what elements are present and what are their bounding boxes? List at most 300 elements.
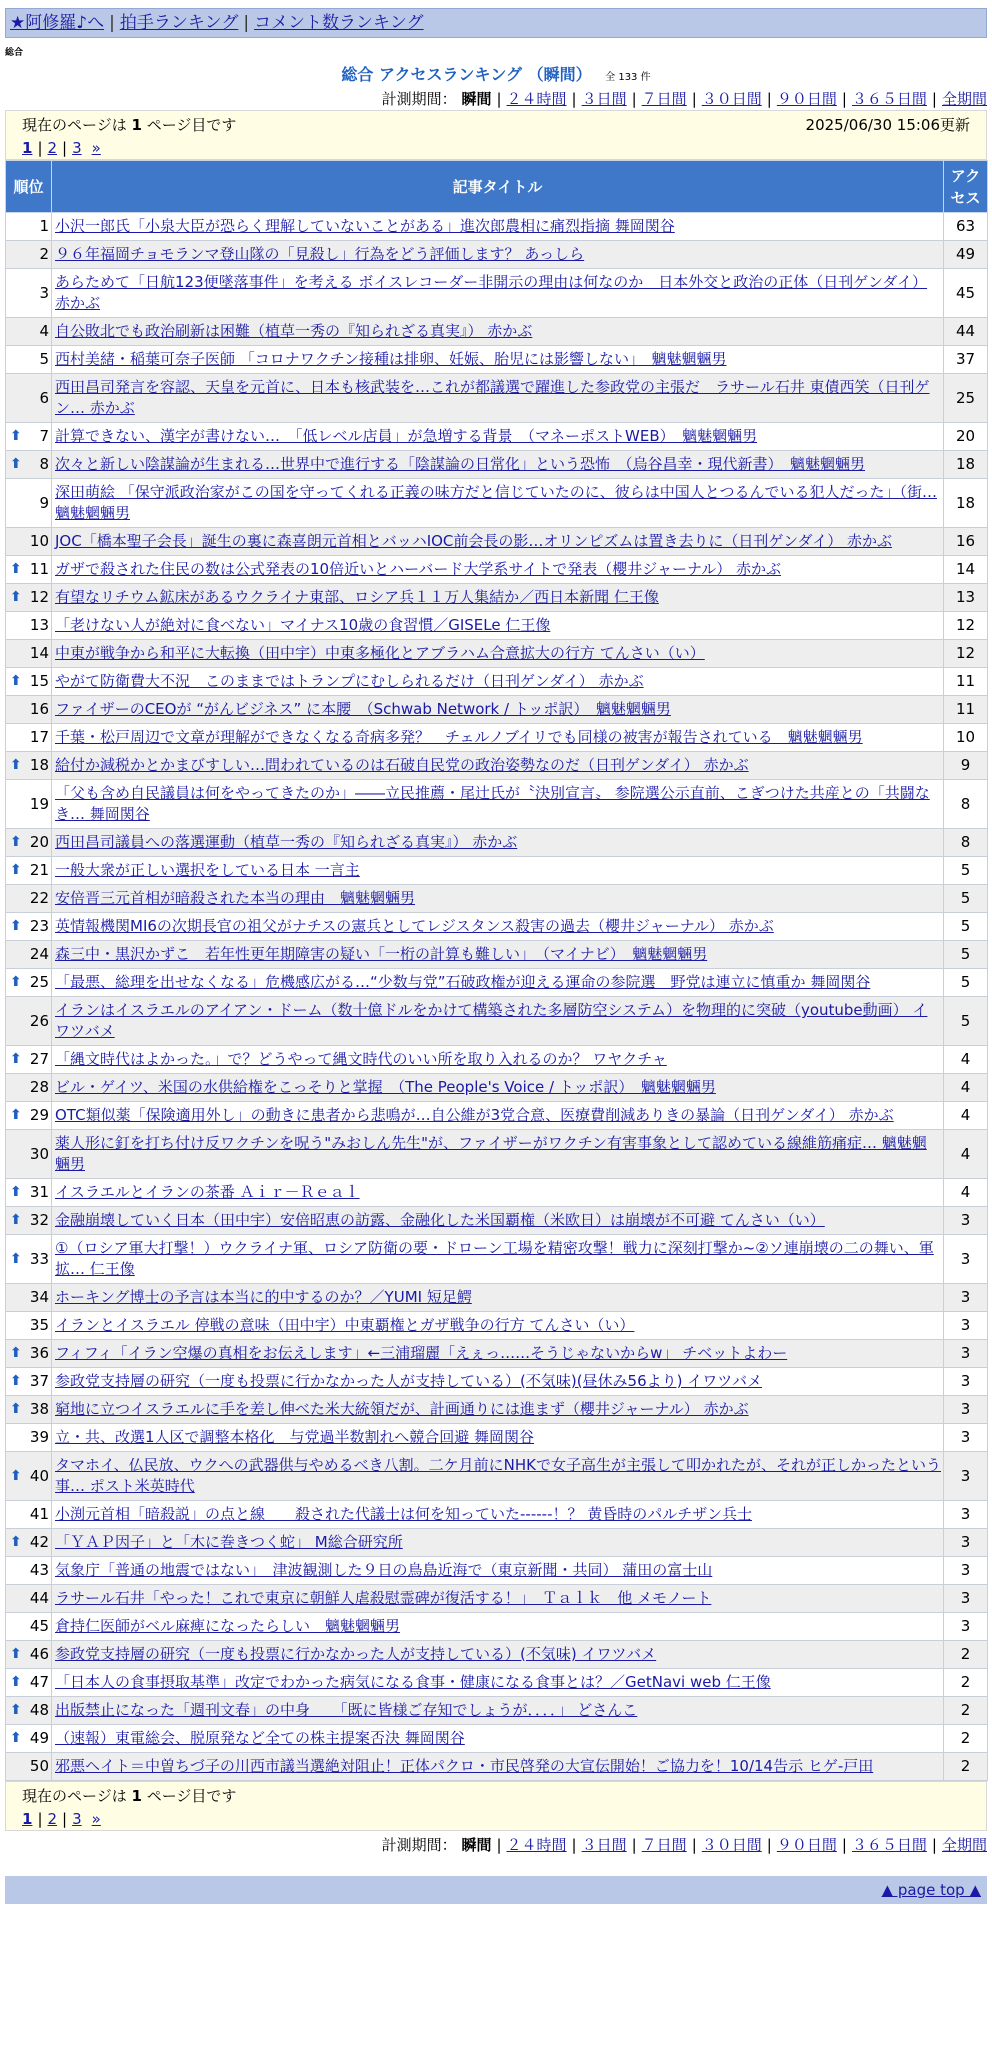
table-row	[6, 913, 988, 941]
article-link[interactable]: フィフィ「イラン空爆の真相をお伝えします」←三浦瑠麗「えぇっ……そうじゃないからw」 チベットよわー	[55, 1344, 788, 1362]
current-page-text-bottom: 現在のページは 1 ページ目です	[22, 1787, 237, 1805]
rank-number: 36	[29, 1344, 49, 1362]
rank-number: 48	[29, 1701, 49, 1719]
access-count: 2	[944, 1753, 988, 1781]
rank-number: 18	[29, 756, 49, 774]
title-cell	[52, 1074, 944, 1102]
title-cell	[52, 969, 944, 997]
page-link-3[interactable]: 3	[72, 139, 82, 157]
access-count: 3	[944, 1529, 988, 1557]
title-cell	[52, 1130, 944, 1179]
period-selector-top: 計測期間： 瞬間 | ２４時間 | ３日間 | ７日間 | ３０日間 | ９０日間 | ３６５日間 | 全期間	[381, 90, 987, 108]
rank-cell	[6, 1179, 52, 1207]
article-link[interactable]: ガザで殺された住民の数は公式発表の10倍近いとハーバード大学系サイトで発表（櫻井ジャーナル） 赤かぶ	[55, 560, 782, 578]
rank-number: 41	[29, 1505, 49, 1523]
rank-number: 12	[29, 588, 49, 606]
title-cell	[52, 1557, 944, 1585]
table-row	[6, 1284, 988, 1312]
title-cell	[52, 612, 944, 640]
rank-cell	[6, 556, 52, 584]
rank-cell	[6, 941, 52, 969]
table-row	[6, 346, 988, 374]
access-count: 25	[944, 374, 988, 423]
rank-cell	[6, 1312, 52, 1340]
article-link[interactable]: 中東が戦争から和平に大転換（田中宇）中東多極化とアブラハム合意拡大の行方 てんさい（い）	[55, 644, 705, 662]
table-row	[6, 1102, 988, 1130]
rank-number: 6	[39, 388, 49, 407]
article-link[interactable]: 西田昌司議員への落選運動（植草一秀の『知られざる真実』） 赤かぶ	[55, 833, 518, 851]
article-link[interactable]: 「ＹＡＰ因子」と「木に巻きつく蛇」 M総合研究所	[55, 1533, 403, 1551]
title-cell	[52, 479, 944, 528]
up-arrow-icon: ⬆	[10, 561, 22, 577]
rank-number: 2	[39, 245, 49, 263]
page-link-1[interactable]: 1	[22, 139, 33, 157]
article-link[interactable]: 給付か減税かとかまびすしい…問われているのは石破自民党の政治姿勢なのだ（日刊ゲンダイ） 赤かぶ	[55, 756, 749, 774]
rank-cell	[6, 997, 52, 1046]
access-count: 3	[944, 1452, 988, 1501]
access-count: 3	[944, 1585, 988, 1613]
article-link[interactable]: 出版禁止になった「週刊文春」の中身 「既に皆様ご存知でしょうが．．．．」 どさんこ	[55, 1701, 638, 1719]
title-cell	[52, 640, 944, 668]
title-cell	[52, 1585, 944, 1613]
table-row	[6, 857, 988, 885]
article-link[interactable]: 一般大衆が正しい選択をしている日本 一言主	[55, 861, 360, 879]
table-row	[6, 1396, 988, 1424]
article-link[interactable]: （速報）東電総会、脱原発など全ての株主提案否決 舞岡関谷	[55, 1729, 465, 1747]
table-row	[6, 1585, 988, 1613]
title-cell	[52, 1102, 944, 1130]
table-row	[6, 997, 988, 1046]
page-top-link[interactable]: ▲ page top ▲	[881, 1881, 981, 1899]
access-count: 18	[944, 479, 988, 528]
article-link[interactable]: 「父も含め自民議員は何をやってきたのか」――立民推薦・尾辻氏が〝決別宣言〟 参院選公示直前、こぎつけた共産との「共闘なき… 舞岡関谷	[55, 784, 930, 823]
period-24h-bottom[interactable]: ２４時間	[506, 1836, 567, 1854]
table-row	[6, 612, 988, 640]
rank-number: 10	[29, 532, 49, 550]
title-cell	[52, 241, 944, 269]
access-count: 5	[944, 969, 988, 997]
title-cell	[52, 1452, 944, 1501]
rank-number: 44	[29, 1589, 49, 1607]
title-cell	[52, 780, 944, 829]
article-link[interactable]: タマホイ、仏民放、ウクへの武器供与やめるべき八割。二ケ月前にNHKで女子高生が主張して叩かれたが、それが正しかったという事… ポスト米英時代	[55, 1456, 941, 1495]
article-link[interactable]: 深田萌絵 「保守派政治家がこの国を守ってくれる正義の味方だと信じていたのに、彼らは中国人とつるんでいる犯人だった」（街… 魑魅魍魎男	[55, 483, 937, 522]
table-row	[6, 1529, 988, 1557]
access-count: 9	[944, 752, 988, 780]
up-arrow-icon: ⬆	[10, 1534, 22, 1550]
title-cell	[52, 451, 944, 479]
table-row	[6, 556, 988, 584]
article-link[interactable]: 有望なリチウム鉱床があるウクライナ東部、ロシア兵１１万人集結か／西日本新聞 仁王像	[55, 588, 659, 606]
rank-number: 3	[39, 283, 49, 302]
article-link[interactable]: ビル・ゲイツ、米国の水供給権をこっそりと掌握 （The People's Voice / トッポ訳） 魑魅魍魎男	[55, 1078, 716, 1096]
period-label-bottom: 計測期間：	[381, 1836, 457, 1854]
title-cell	[52, 885, 944, 913]
title-cell	[52, 1340, 944, 1368]
article-link[interactable]: 参政党支持層の研究（一度も投票に行かなかった人が支持している）(不気味)(昼休み56より) イワツバメ	[55, 1372, 762, 1390]
rank-number: 45	[29, 1617, 49, 1635]
table-row	[6, 1641, 988, 1669]
rank-cell	[6, 857, 52, 885]
article-link[interactable]: 千葉・松戸周辺で文章が理解ができなくなる奇病多発？ チェルノブイリでも同様の被害が報告されている 魑魅魍魎男	[55, 728, 863, 746]
rank-cell	[6, 612, 52, 640]
rank-cell	[6, 1284, 52, 1312]
table-row	[6, 1725, 988, 1753]
rank-cell	[6, 913, 52, 941]
article-link[interactable]: 「最悪、総理を出せなくなる」危機感広がる…“少数与党”石破政権が迎える運命の参院選 野党は連立に慎重か 舞岡関谷	[55, 973, 871, 991]
up-arrow-icon: ⬆	[10, 1184, 22, 1200]
table-row	[6, 724, 988, 752]
table-row	[6, 941, 988, 969]
article-link[interactable]: 「日本人の食事摂取基準」改定でわかった病気になる食事・健康になる食事とは？／GetNavi web 仁王像	[55, 1673, 771, 1691]
rank-number: 27	[29, 1050, 49, 1068]
title-cell	[52, 1284, 944, 1312]
access-count: 11	[944, 668, 988, 696]
up-arrow-icon: ⬆	[10, 1674, 22, 1690]
rank-cell	[6, 241, 52, 269]
up-arrow-icon: ⬆	[10, 1345, 22, 1361]
period-selector-bottom: 計測期間： 瞬間 | ２４時間 | ３日間 | ７日間 | ３０日間 | ９０日間 | ３６５日間 | 全期間	[381, 1836, 987, 1854]
title-cell	[52, 1725, 944, 1753]
access-count: 4	[944, 1179, 988, 1207]
up-arrow-icon: ⬆	[10, 862, 22, 878]
table-row	[6, 1697, 988, 1725]
up-arrow-icon: ⬆	[10, 1730, 22, 1746]
rank-cell	[6, 1501, 52, 1529]
table-row	[6, 423, 988, 451]
article-link[interactable]: 金融崩壊していく日本（田中宇）安倍昭恵の訪露、金融化した米国覇権（米欧日）は崩壊が不可避 てんさい（い）	[55, 1211, 825, 1229]
period-all[interactable]: 全期間	[941, 90, 987, 108]
table-row	[6, 318, 988, 346]
up-arrow-icon: ⬆	[10, 1051, 22, 1067]
access-count: 63	[944, 213, 988, 241]
up-arrow-icon: ⬆	[10, 1250, 22, 1267]
access-count: 5	[944, 997, 988, 1046]
table-row	[6, 1557, 988, 1585]
rank-number: 39	[29, 1428, 49, 1446]
rank-number: 42	[29, 1533, 49, 1551]
period-24h[interactable]: ２４時間	[506, 90, 567, 108]
table-row	[6, 668, 988, 696]
article-link[interactable]: 立・共、改選1人区で調整本格化 与党過半数割れへ競合回避 舞岡関谷	[55, 1428, 535, 1446]
table-row	[6, 1613, 988, 1641]
up-arrow-icon: ⬆	[10, 757, 22, 773]
table-row	[6, 696, 988, 724]
rank-cell	[6, 1557, 52, 1585]
period-current: 瞬間	[461, 90, 492, 108]
ranking-title	[5, 65, 987, 85]
rank-cell	[6, 374, 52, 423]
home-link[interactable]: ★阿修羅♪へ	[10, 13, 105, 33]
title-cell	[52, 1501, 944, 1529]
rank-cell	[6, 318, 52, 346]
table-row	[6, 1235, 988, 1284]
access-count: 3	[944, 1235, 988, 1284]
article-link[interactable]: あらためて「日航123便墜落事件」を考える ボイスレコーダー非開示の理由は何なのか 日本外交と政治の正体（日刊ゲンダイ） 赤かぶ	[55, 273, 928, 312]
title-cell	[52, 1312, 944, 1340]
article-link[interactable]: やがて防衛費大不況 このままではトランプにむしられるだけ（日刊ゲンダイ） 赤かぶ	[55, 672, 644, 690]
total-count: 全 133 件	[605, 72, 651, 83]
title-cell	[52, 1207, 944, 1235]
rank-cell	[6, 1235, 52, 1284]
title-cell	[52, 1368, 944, 1396]
rank-cell	[6, 724, 52, 752]
rank-cell	[6, 1130, 52, 1179]
article-link[interactable]: ファイザーのCEOが “がんビジネス” に本腰 （Schwab Network / トッポ訳） 魑魅魍魎男	[55, 700, 671, 718]
access-count: 10	[944, 724, 988, 752]
table-row	[6, 969, 988, 997]
period-3d[interactable]: ３日間	[581, 90, 627, 108]
period-90d[interactable]: ９０日間	[776, 90, 837, 108]
category-label: 総合	[5, 48, 24, 58]
title-cell	[52, 941, 944, 969]
access-count: 4	[944, 1102, 988, 1130]
title-cell	[52, 1396, 944, 1424]
title-cell	[52, 1613, 944, 1641]
article-link[interactable]: 安倍晋三元首相が暗殺された本当の理由 魑魅魍魎男	[55, 889, 416, 907]
rank-cell	[6, 213, 52, 241]
table-row	[6, 885, 988, 913]
page-next-link-bottom[interactable]: »	[91, 1810, 101, 1828]
rank-number: 7	[39, 427, 49, 445]
access-count: 3	[944, 1340, 988, 1368]
rank-number: 21	[29, 861, 49, 879]
rank-cell	[6, 640, 52, 668]
access-count: 3	[944, 1613, 988, 1641]
up-arrow-icon: ⬆	[10, 1702, 22, 1718]
access-count: 3	[944, 1312, 988, 1340]
rank-number: 8	[39, 455, 49, 473]
pager-bottom: 現在のページは 1 ページ目です 1 | 2 | 3 »	[5, 1781, 987, 1831]
rank-cell	[6, 346, 52, 374]
top-nav	[5, 8, 987, 38]
rank-number: 1	[39, 217, 49, 235]
rank-cell	[6, 1452, 52, 1501]
up-arrow-icon: ⬆	[10, 1212, 22, 1228]
page-link-2-bottom[interactable]: 2	[47, 1810, 58, 1828]
title-cell	[52, 1046, 944, 1074]
article-link[interactable]: 自公敗北でも政治刷新は困難（植草一秀の『知られざる真実』） 赤かぶ	[55, 322, 533, 340]
rank-number: 40	[29, 1466, 49, 1485]
article-link[interactable]: 英情報機関MI6の次期長官の祖父がナチスの憲兵としてレジスタンス殺害の過去（櫻井ジャーナル） 赤かぶ	[55, 917, 774, 935]
title-cell	[52, 423, 944, 451]
table-row	[6, 1207, 988, 1235]
access-count: 3	[944, 1368, 988, 1396]
rank-number: 30	[29, 1144, 49, 1163]
table-row	[6, 752, 988, 780]
rank-cell	[6, 1725, 52, 1753]
rank-number: 14	[29, 644, 49, 662]
rank-cell	[6, 1585, 52, 1613]
article-link[interactable]: ホーキング博士の予言は本当に的中するのか？／YUMI 短足鰐	[55, 1288, 472, 1306]
period-90d-bottom[interactable]: ９０日間	[776, 1836, 837, 1854]
title-cell	[52, 913, 944, 941]
rank-cell	[6, 479, 52, 528]
title-cell	[52, 269, 944, 318]
rank-cell	[6, 1424, 52, 1452]
article-link[interactable]: 窮地に立つイスラエルに手を差し伸べた米大統領だが、計画通りには進まず（櫻井ジャーナル） 赤かぶ	[55, 1400, 749, 1418]
rank-number: 35	[29, 1316, 49, 1334]
page-next-link[interactable]: »	[91, 139, 101, 157]
period-365d[interactable]: ３６５日間	[851, 90, 927, 108]
rank-number: 25	[29, 973, 49, 991]
rank-cell	[6, 1368, 52, 1396]
article-link[interactable]: イランとイスラエル 停戦の意味（田中宇）中東覇権とガザ戦争の行方 てんさい（い）	[55, 1316, 635, 1334]
period-30d-bottom[interactable]: ３０日間	[701, 1836, 762, 1854]
title-cell	[52, 213, 944, 241]
table-row	[6, 269, 988, 318]
rank-number: 17	[29, 728, 49, 746]
article-link[interactable]: ラサール石井「やった！これで東京に朝鮮人虐殺慰霊碑が復活する！」 Ｔａｌｋ 他 メモノート	[55, 1589, 712, 1607]
current-page-text: 現在のページは 1 ページ目です	[22, 116, 237, 134]
table-row	[6, 1312, 988, 1340]
page-link-2[interactable]: 2	[47, 139, 58, 157]
table-row	[6, 780, 988, 829]
article-link[interactable]: 次々と新しい陰謀論が生まれる…世界中で進行する「陰謀論の日常化」という恐怖 （烏谷昌幸・現代新書） 魑魅魍魎男	[55, 455, 866, 473]
period-7d[interactable]: ７日間	[641, 90, 687, 108]
rank-cell	[6, 1074, 52, 1102]
rank-number: 46	[29, 1645, 49, 1663]
article-link[interactable]: ９６年福岡チョモランマ登山隊の「見殺し」行為をどう評価します？ あっしら	[55, 245, 585, 263]
access-count: 3	[944, 1424, 988, 1452]
access-count: 5	[944, 941, 988, 969]
rank-number: 20	[29, 833, 49, 851]
rank-cell	[6, 885, 52, 913]
rank-cell	[6, 1669, 52, 1697]
period-3d-bottom[interactable]: ３日間	[581, 1836, 627, 1854]
table-row	[6, 1452, 988, 1501]
access-count: 4	[944, 1046, 988, 1074]
article-link[interactable]: 西村美緒・稲葉可奈子医師 「コロナワクチン接種は排卵、妊娠、胎児には影響しない」 魑魅魍魎男	[55, 350, 727, 368]
access-count: 8	[944, 829, 988, 857]
table-row	[6, 479, 988, 528]
access-count: 11	[944, 696, 988, 724]
article-link[interactable]: 参政党支持層の研究（一度も投票に行かなかった人が支持している）(不気味) イワツバメ	[55, 1645, 657, 1663]
rank-number: 31	[29, 1183, 49, 1201]
article-link[interactable]: 森三中・黒沢かずこ 若年性更年期障害の疑い「一桁の計算も難しい」 （マイナビ） 魑魅魍魎男	[55, 945, 708, 963]
title-cell	[52, 528, 944, 556]
rank-number: 29	[29, 1106, 49, 1124]
article-link[interactable]: 気象庁「普通の地震ではない」 津波観測した９日の鳥島近海で（東京新聞・共同） 蒲田の富士山	[55, 1561, 713, 1579]
comment-ranking-link[interactable]: コメント数ランキング	[254, 13, 424, 33]
access-count: 3	[944, 1207, 988, 1235]
page-link-3-bottom[interactable]: 3	[72, 1810, 82, 1828]
rank-number: 9	[39, 493, 49, 512]
up-arrow-icon: ⬆	[10, 589, 22, 605]
rank-cell	[6, 829, 52, 857]
table-row	[6, 213, 988, 241]
access-count: 2	[944, 1697, 988, 1725]
access-count: 8	[944, 780, 988, 829]
rank-number: 13	[29, 616, 49, 634]
article-link[interactable]: 邪悪ヘイト＝中曽ちづ子の川西市議当選絶対阻止！正体パクロ・市民啓発の大宣伝開始！ご協力を！10/14告示 ヒゲ-戸田	[55, 1757, 874, 1775]
header-title: 記事タイトル	[52, 161, 944, 213]
table-row	[6, 1501, 988, 1529]
rank-number: 37	[29, 1372, 49, 1390]
access-count: 2	[944, 1669, 988, 1697]
access-count: 16	[944, 528, 988, 556]
period-365d-bottom[interactable]: ３６５日間	[851, 1836, 927, 1854]
title-cell	[52, 1753, 944, 1781]
access-count: 18	[944, 451, 988, 479]
rank-cell	[6, 752, 52, 780]
rank-cell	[6, 780, 52, 829]
rank-number: 22	[29, 889, 49, 907]
article-link[interactable]: 計算できない、漢字が書けない… 「低レベル店員」が急増する背景 （マネーポストWEB） 魑魅魍魎男	[55, 427, 758, 445]
access-count: 44	[944, 318, 988, 346]
up-arrow-icon: ⬆	[10, 456, 22, 472]
up-arrow-icon: ⬆	[10, 673, 22, 689]
period-current-bottom: 瞬間	[461, 1836, 492, 1854]
rank-number: 47	[29, 1673, 49, 1691]
rank-number: 26	[29, 1011, 49, 1030]
updated-timestamp: 2025/06/30 15:06更新	[805, 116, 970, 134]
rank-number: 50	[29, 1757, 49, 1775]
title-cell	[52, 1697, 944, 1725]
article-link[interactable]: イランはイスラエルのアイアン・ドーム（数十億ドルをかけて構築された多層防空システム）を物理的に突破（youtube動画） イワツバメ	[55, 1001, 928, 1040]
article-link[interactable]: JOC「橋本聖子会長」誕生の裏に森喜朗元首相とバッハIOC前会長の影…オリンピズムは置き去りに（日刊ゲンダイ） 赤かぶ	[55, 532, 892, 550]
article-link[interactable]: イスラエルとイランの茶番 Ａｉｒ－Ｒｅａｌ	[55, 1183, 360, 1201]
article-link[interactable]: 「老けない人が絶対に食べない」マイナス10歳の食習慣／GISELe 仁王像	[55, 616, 551, 634]
title-cell	[52, 318, 944, 346]
article-link[interactable]: 西田昌司発言を容認、天皇を元首に、日本も核武装を…これが都議選で躍進した参政党の主張だ ラサール石井 東債西笑（日刊ゲン… 赤かぶ	[55, 378, 930, 417]
rank-number: 16	[29, 700, 49, 718]
table-row	[6, 374, 988, 423]
access-count: 13	[944, 584, 988, 612]
rank-cell	[6, 1102, 52, 1130]
rank-cell	[6, 528, 52, 556]
article-link[interactable]: 小渕元首相「暗殺説」の点と線 殺された代議士は何を知っていた------！？ 黄昏時のパルチザン兵士	[55, 1505, 752, 1523]
rank-cell	[6, 269, 52, 318]
article-link[interactable]: ①（ロシア軍大打撃！）ウクライナ軍、ロシア防衛の要・ドローン工場を精密攻撃！戦力に深刻打撃か~②ソ連崩壊の二の舞い、軍拡… 仁王像	[55, 1239, 934, 1278]
table-row	[6, 1046, 988, 1074]
period-30d[interactable]: ３０日間	[701, 90, 762, 108]
table-row	[6, 1669, 988, 1697]
table-row	[6, 528, 988, 556]
article-link[interactable]: 倉持仁医師がベル麻痺になったらしい 魑魅魍魎男	[55, 1617, 401, 1635]
up-arrow-icon: ⬆	[10, 1646, 22, 1662]
access-count: 5	[944, 913, 988, 941]
access-count: 5	[944, 885, 988, 913]
rank-number: 33	[29, 1249, 49, 1268]
up-arrow-icon: ⬆	[10, 1107, 22, 1123]
rank-cell	[6, 1046, 52, 1074]
title-cell	[52, 1179, 944, 1207]
page-link-1-bottom[interactable]: 1	[22, 1810, 33, 1828]
period-all-bottom[interactable]: 全期間	[941, 1836, 987, 1854]
table-row	[6, 1179, 988, 1207]
clap-ranking-link[interactable]: 拍手ランキング	[119, 13, 239, 33]
access-count: 3	[944, 1557, 988, 1585]
title-cell	[52, 997, 944, 1046]
header-access: アクセス	[944, 161, 988, 213]
rank-number: 38	[29, 1400, 49, 1418]
up-arrow-icon: ⬆	[10, 974, 22, 990]
access-count: 3	[944, 1284, 988, 1312]
title-cell	[52, 556, 944, 584]
rank-cell	[6, 969, 52, 997]
header-rank: 順位	[6, 161, 52, 213]
footer-bar	[5, 1876, 987, 1904]
article-link[interactable]: 小沢一郎氏「小泉大臣が恐らく理解していないことがある」進次郎農相に痛烈指摘 舞岡関谷	[55, 217, 675, 235]
access-count: 45	[944, 269, 988, 318]
title-cell	[52, 584, 944, 612]
article-link[interactable]: OTC類似薬「保険適用外し」の動きに患者から悲鳴が…自公維が3党合意、医療費削減ありきの暴論（日刊ゲンダイ） 赤かぶ	[55, 1106, 894, 1124]
article-link[interactable]: 「縄文時代はよかった。」で？どうやって縄文時代のいい所を取り入れるのか？ ワヤクチャ	[55, 1050, 667, 1068]
period-7d-bottom[interactable]: ７日間	[641, 1836, 687, 1854]
title-cell	[52, 724, 944, 752]
article-link[interactable]: 薬人形に釘を打ち付け反ワクチンを呪う"みおしん先生"が、ファイザーがワクチン有害事象として認めている線維筋痛症… 魑魅魍魎男	[55, 1134, 927, 1173]
